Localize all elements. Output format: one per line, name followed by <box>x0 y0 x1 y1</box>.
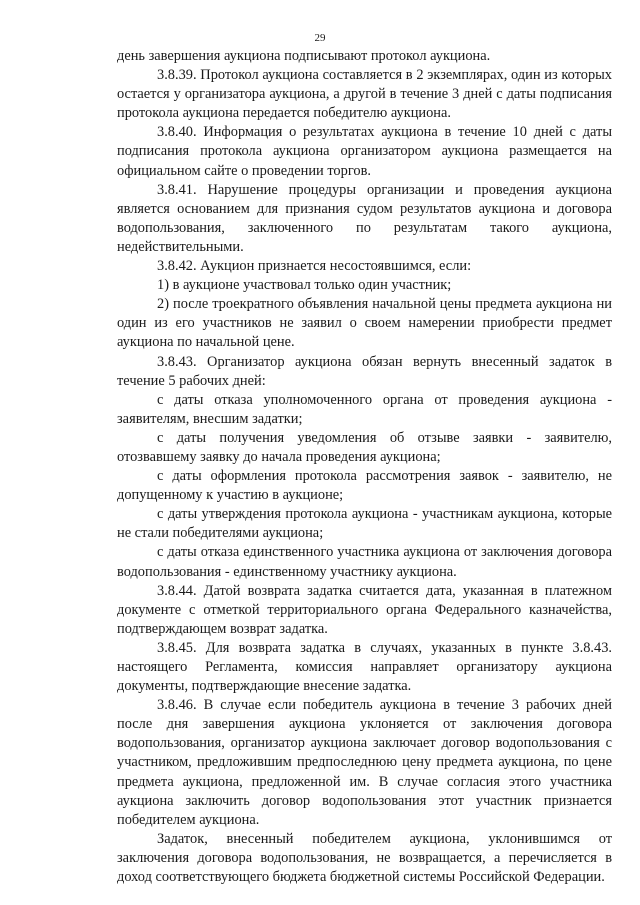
page-number: 29 <box>314 32 326 44</box>
paragraph: 3.8.46. В случае если победитель аукциона в течение 3 рабочих дней после дня завершения аукциона уклоняется от заключения договора водопользования, организатор аукциона заключает договор водопользования с участником, предложившим предпоследнюю цену предмета аукциона, по цене предмета аукциона, предложенной им. В случае согласия этого участника аукциона заключить договор водопользования этот участник признается победителем аукциона. <box>117 697 612 828</box>
paragraph: 3.8.42. Аукцион признается несостоявшимся, если: <box>157 258 472 275</box>
paragraph: с даты получения уведомления об отзыве заявки - заявителю, отозвавшему заявку до начала проведения аукциона; <box>117 429 612 465</box>
paragraph: с даты утверждения протокола аукциона - участникам аукциона, которые не стали победителями аукциона; <box>117 506 612 542</box>
paragraph: Задаток, внесенный победителем аукциона, уклонившимся от заключения договора водопользования, не возвращается, а перечисляется в доход соответствующего бюджета бюджетной системы Российской Федерации. <box>117 830 612 886</box>
paragraph: 3.8.40. Информация о результатах аукциона в течение 10 дней с даты подписания протокола аукциона организатором аукциона размещается на официальном сайте о проведении торгов. <box>117 124 612 179</box>
paragraph: 3.8.39. Протокол аукциона составляется в 2 экземплярах, один из которых остается у организатора аукциона, а другой в течение 3 дней с даты подписания протокола аукциона передается победителю аукциона. <box>117 67 612 122</box>
paragraph: 3.8.43. Организатор аукциона обязан вернуть внесенный задаток в течение 5 рабочих дней: <box>117 353 612 389</box>
paragraph: 1) в аукционе участвовал только один участник; <box>157 277 452 294</box>
paragraph: с даты отказа уполномоченного органа от проведения аукциона - заявителям, внесшим задатки; <box>117 391 612 427</box>
paragraph: с даты отказа единственного участника аукциона от заключения договора водопользования - единственному участнику аукциона. <box>117 544 612 580</box>
paragraph: 3.8.45. Для возврата задатка в случаях, указанных в пункте 3.8.43. настоящего Регламента, комиссия направляет организатору аукциона документы, подтверждающие внесение задатка. <box>117 639 612 695</box>
paragraph: 3.8.41. Нарушение процедуры организации и проведения аукциона является основанием для признания судом результатов аукциона и договора водопользования, заключенного по результатам такого аукциона, недействительными. <box>117 181 612 255</box>
paragraph: 3.8.44. Датой возврата задатка считается дата, указанная в платежном документе с отметкой территориального органа Федерального казначейства, подтверждающем возврат задатка. <box>117 582 612 637</box>
paragraph: 2) после троекратного объявления начальной цены предмета аукциона ни один из его участников не заявил о своем намерении приобрести предмет аукциона по начальной цене. <box>117 296 612 351</box>
document-body <box>117 47 612 887</box>
paragraph: с даты оформления протокола рассмотрения заявок - заявителю, не допущенному к участию в аукционе; <box>117 468 612 504</box>
paragraph: день завершения аукциона подписывают протокол аукциона. <box>117 48 491 64</box>
